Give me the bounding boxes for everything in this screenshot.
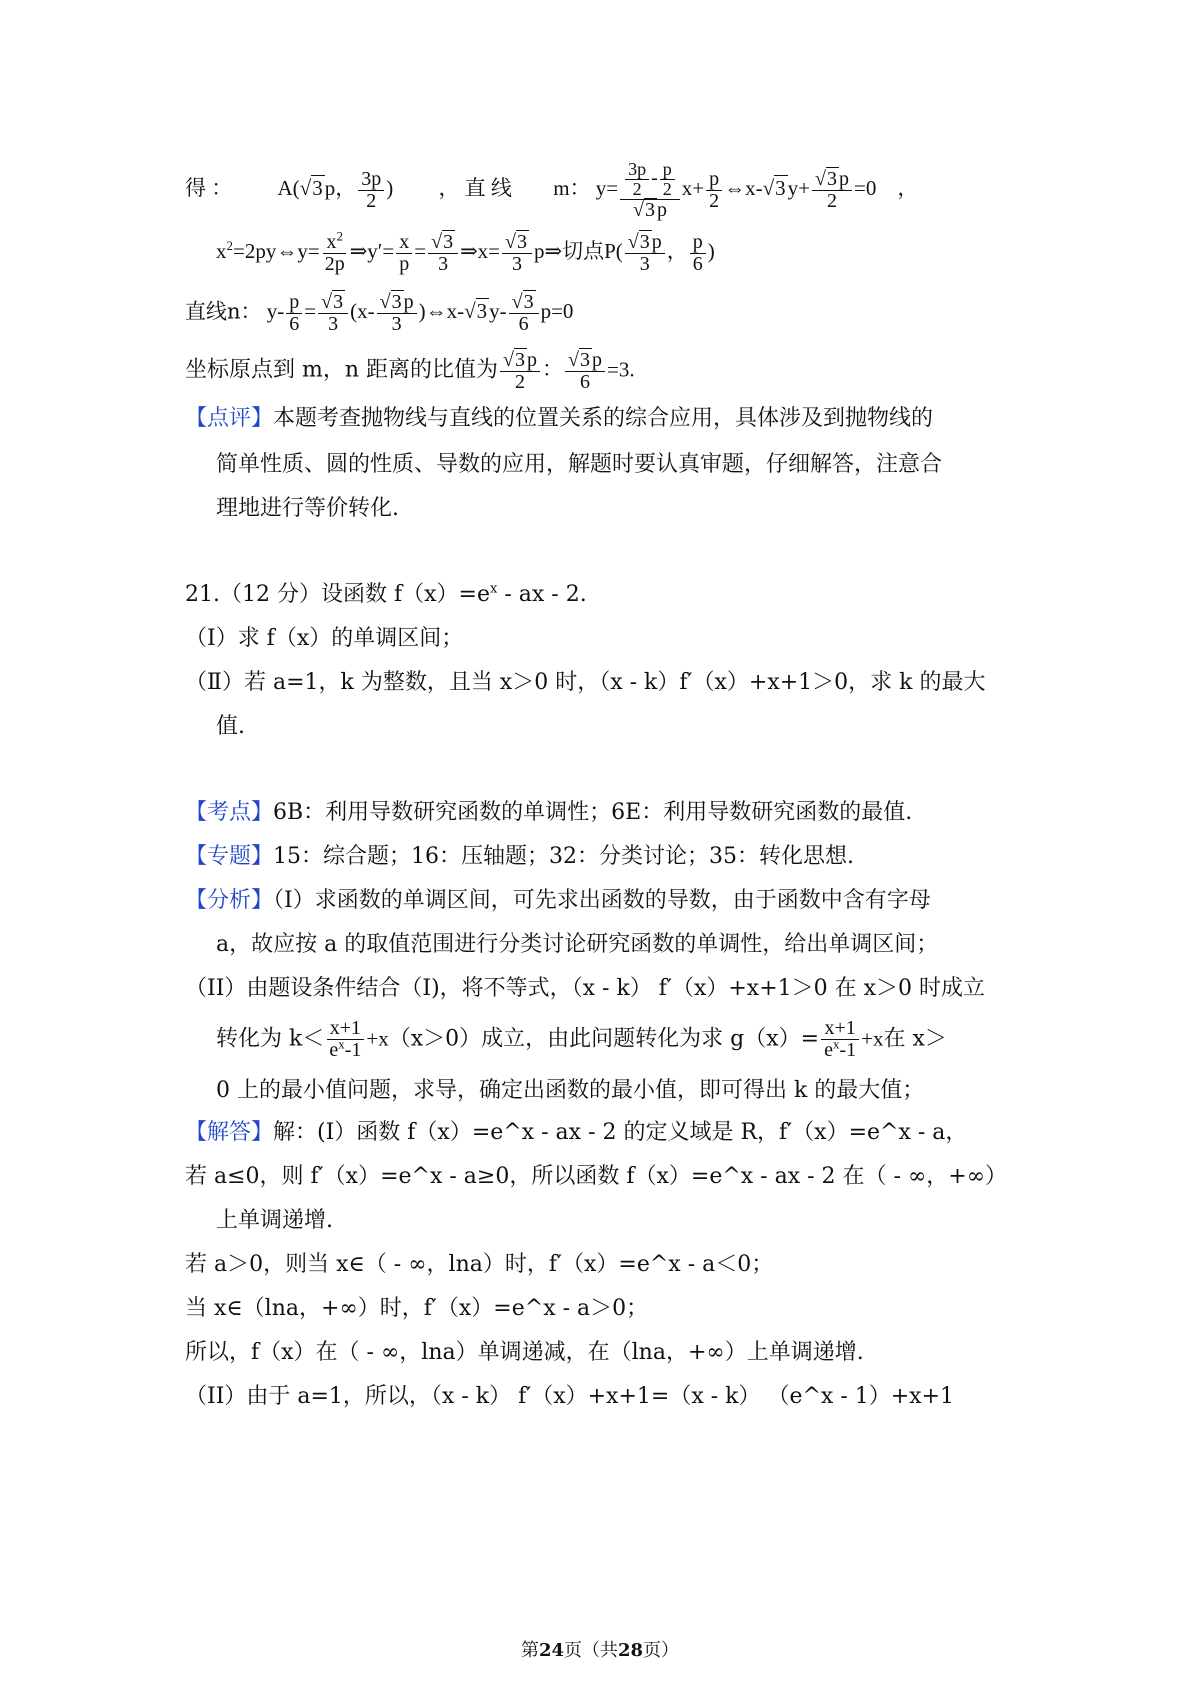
frac-den-exp: x xyxy=(832,1036,840,1052)
frac-den-base: e xyxy=(824,1039,833,1061)
plus-x: +x xyxy=(861,1026,884,1051)
fenxi-text: a，故应按 a 的取值范围进行分类讨论研究函数的单调性，给出单调区间； xyxy=(216,932,939,957)
frac-num: x+1 xyxy=(821,1018,858,1040)
solution-line-3 xyxy=(185,292,573,335)
fenxi-line-5 xyxy=(216,1076,924,1106)
label-line-n: 直线n： xyxy=(185,299,262,324)
part2-cont-text: 值. xyxy=(216,714,245,739)
kaodian-line xyxy=(185,798,912,828)
frac-den-tail: -1 xyxy=(344,1039,362,1061)
line-m-equation: y= $\frac{3p}{2}$ - $\frac{p}{2}$ √3 p x+ $\frac{p}{2}$ ⇔x-√3y+ $\frac{√3 p}{2}$ =0 ， xyxy=(595,159,919,221)
fraction-k xyxy=(326,1018,364,1061)
jieda-text: 当 x∈（lna，+∞）时，f′（x）=e^x - a＞0； xyxy=(185,1296,649,1321)
fenxi-text: （II）由题设条件结合（I)，将不等式，（x - k） f′（x）+x+1＞0 在 x＞0 时成立 xyxy=(185,976,986,1001)
jieda-text: （II）由于 a=1，所以，（x - k） f′（x）+x+1=（x - k） （e^x - 1）+x+1 xyxy=(185,1384,955,1409)
fenxi-line-1 xyxy=(185,886,931,916)
problem-header-text: 21.（12 分）设函数 f（x）=e xyxy=(185,582,490,607)
zhuanti-line xyxy=(185,842,854,872)
jieda-text: 解：(I）函数 f（x）=e^x - ax - 2 的定义域是 R，f′（x）=e^x - a， xyxy=(273,1120,968,1145)
ratio-text: 坐标原点到 m，n 距离的比值为 xyxy=(185,357,499,383)
solution-line-2 xyxy=(216,228,715,275)
review-line-1 xyxy=(185,404,933,434)
frac-num: x+1 xyxy=(327,1018,364,1040)
jieda-line-3 xyxy=(216,1206,333,1236)
page-number: 24 xyxy=(538,1640,564,1661)
text-line: ， 直 线 xyxy=(438,176,512,201)
review-line-2 xyxy=(216,450,942,480)
footer-prefix: 第 xyxy=(520,1640,539,1661)
ratio-result: =3. xyxy=(607,357,635,382)
point-a: A(√3p， $\frac{3p}{2}$ ) xyxy=(277,167,394,212)
zhuanti-tag: 【专题】 xyxy=(185,844,274,869)
fenxi-text: 转化为 k＜ xyxy=(216,1026,325,1052)
kaodian-tag: 【考点】 xyxy=(185,800,274,825)
fenxi-line-2 xyxy=(216,930,938,960)
fenxi-line-4 xyxy=(216,1018,947,1061)
jieda-text: 上单调递增. xyxy=(216,1208,333,1233)
review-line-3 xyxy=(216,494,399,524)
solution-line-1 xyxy=(185,160,918,221)
frac-den-exp: x xyxy=(338,1036,345,1052)
jieda-line-1 xyxy=(185,1118,967,1148)
page-total: 28 xyxy=(618,1640,644,1661)
fenxi-tag: 【分析】 xyxy=(185,888,274,913)
fenxi-text: （Ⅰ）求函数的单调区间，可先求出函数的导数，由于函数中含有字母 xyxy=(273,888,931,913)
fenxi-text: 在 x＞ xyxy=(883,1026,947,1052)
page-footer xyxy=(0,1636,1200,1662)
plus-x: +x xyxy=(366,1026,389,1051)
kaodian-text: 6B：利用导数研究函数的单调性；6E：利用导数研究函数的最值. xyxy=(273,800,913,825)
problem-part2-cont xyxy=(216,712,245,742)
jieda-line-5 xyxy=(185,1294,648,1324)
jieda-line-2 xyxy=(185,1162,1007,1192)
problem-header-tail: - ax - 2. xyxy=(497,582,587,607)
frac-den-tail: -1 xyxy=(839,1039,857,1061)
jieda-line-4 xyxy=(185,1250,773,1280)
part2-text: （Ⅱ）若 a=1，k 为整数，且当 x＞0 时，（x - k）f′（x）+x+1＞0，求 k 的最大 xyxy=(185,670,986,695)
review-text: 本题考查抛物线与直线的位置关系的综合应用，具体涉及到抛物线的 xyxy=(273,406,934,431)
fenxi-line-3 xyxy=(185,974,985,1004)
ratio-formula: $\frac{√3 p}{2}$ ： $\frac{√3 p}{6}$ xyxy=(498,357,607,381)
review-tag: 【点评】 xyxy=(185,406,274,431)
jieda-text: 若 a＞0，则当 x∈（ - ∞，lna）时，f′（x）=e^x - a＜0； xyxy=(185,1252,774,1277)
problem-header xyxy=(185,580,587,610)
footer-suffix: 页） xyxy=(643,1640,680,1661)
zhuanti-text: 15：综合题；16：压轴题；32：分类讨论；35：转化思想. xyxy=(273,844,854,869)
tangent-derivation: $x^2=2py\Leftrightarrow y=$ $\frac{x^2}{2p}$ ⇒y′= $\frac{x}{p}$ = $\frac{√3}{3}$ ⇒x= $\frac{√3}{3}$ p⇒切点P( $\frac{√3 p}{3}$ ， $\frac{p}{6}$ ) xyxy=(216,228,715,275)
jieda-line-6 xyxy=(185,1338,864,1368)
line-n-equation: y- $\frac{p}{6}$ = $\frac{√3}{3}$ (x- $\frac{√3 p}{3}$ )⇔x-√3y- $\frac{√3}{6}$ p=0 xyxy=(266,291,574,335)
jieda-tag: 【解答】 xyxy=(185,1120,274,1145)
review-text: 理地进行等价转化. xyxy=(216,496,399,521)
jieda-text: 所以，f（x）在（ - ∞，lna）单调递减，在（lna，+∞）上单调递增. xyxy=(185,1340,864,1365)
fraction-g xyxy=(821,1018,859,1061)
jieda-line-7 xyxy=(185,1382,954,1412)
fenxi-text: 0 上的最小值问题，求导，确定出函数的最小值，即可得出 k 的最大值； xyxy=(216,1078,925,1103)
text-de: 得 ： xyxy=(185,176,233,201)
fenxi-text: （x＞0）成立，由此问题转化为求 g（x）= xyxy=(388,1026,820,1052)
label-m: m： xyxy=(553,176,591,201)
problem-part2 xyxy=(185,668,986,698)
review-text: 简单性质、圆的性质、导数的应用，解题时要认真审题，仔细解答，注意合 xyxy=(216,452,943,477)
problem-part1 xyxy=(185,624,463,654)
frac-den-base: e xyxy=(329,1039,339,1061)
footer-mid: 页（共 xyxy=(564,1640,618,1661)
exp-x: x xyxy=(489,581,498,597)
solution-line-4 xyxy=(185,350,635,393)
jieda-text: 若 a≤0，则 f′（x）=e^x - a≥0，所以函数 f（x）=e^x - ax - 2 在（ - ∞，+∞） xyxy=(185,1164,1008,1189)
part1-text: （Ⅰ）求 f（x）的单调区间； xyxy=(185,626,464,651)
